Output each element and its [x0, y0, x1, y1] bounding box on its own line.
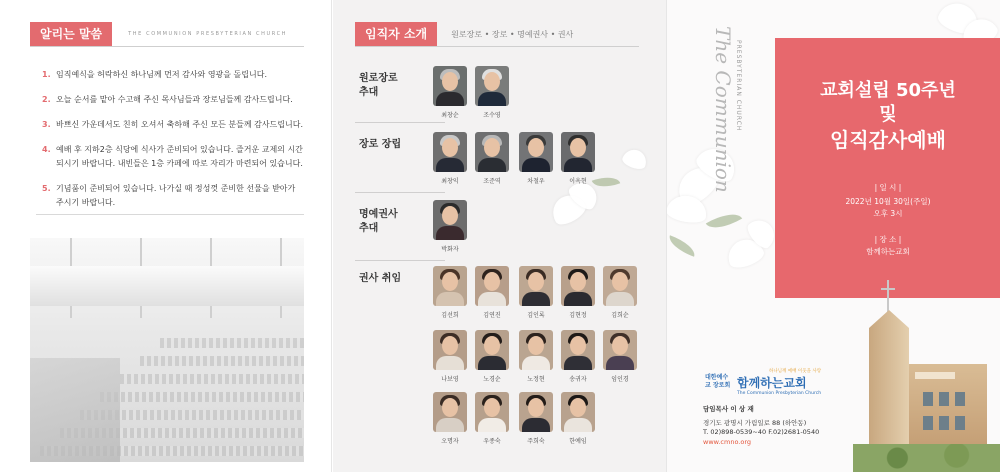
- event-title-box: [775, 38, 1000, 298]
- date-label: | 일 시 |: [874, 183, 902, 192]
- church-building-illustration: [853, 280, 1000, 472]
- church-address: 경기도 광명시 가림일로 88 (하안동): [703, 419, 807, 427]
- church-english-name: THE COMMUNION PRESBYTERIAN CHURCH: [128, 31, 288, 37]
- place-label: | 장 소 |: [874, 235, 902, 244]
- notice-divider: [36, 214, 304, 215]
- place-value: 함께하는교회: [866, 247, 910, 256]
- officer-photo: 송귀자: [561, 330, 595, 383]
- pastor-name: 담임목사 이 상 재: [703, 405, 754, 413]
- notice-header: [30, 22, 287, 46]
- vertical-church-name: The Communion: [711, 26, 735, 193]
- officer-photo: 나보영: [433, 330, 467, 383]
- officer-photo: 이옥현: [561, 132, 595, 185]
- church-logo: [705, 368, 821, 396]
- officers-subtitle: 원로장로 • 장로 • 명예권사 • 권사: [451, 29, 574, 39]
- header-divider: [355, 46, 639, 47]
- officer-photo: 조준역: [475, 132, 509, 185]
- notice-header-tag: 알리는 말씀: [30, 22, 112, 46]
- officer-photo: 김연진: [475, 266, 509, 319]
- officer-photo: 최창순: [433, 66, 467, 119]
- notice-panel: [0, 0, 332, 472]
- church-phone: T. 02)898-0539~40 F.02)2681-0540: [703, 428, 820, 436]
- officers-panel: [333, 0, 666, 472]
- list-item: 4. 예배 후 지하2층 식당에 식사가 준비되어 있습니다. 즐거운 교제의 시간 되시기 바랍니다. 내빈들은 1층 카페에 따로 자리가 마련되어 있습니다.: [42, 145, 303, 168]
- officer-photo: 김희순: [603, 266, 637, 319]
- officer-photo: 박화자: [433, 200, 467, 253]
- logo-church-name: 함께하는교회: [737, 376, 807, 390]
- time-value: 오후 3시: [873, 209, 903, 218]
- officer-photo: 김현정: [561, 266, 595, 319]
- list-item: 5. 기념품이 준비되어 있습니다. 나가실 때 정성껏 준비한 선물을 받아가 주시기 바랍니다.: [42, 184, 296, 207]
- sanctuary-photo: [30, 238, 304, 462]
- section-label: 권사 취임: [359, 273, 402, 284]
- notice-list: [42, 68, 304, 221]
- cover-panel: [666, 0, 1000, 472]
- section-label: 원로장로 추대: [359, 73, 398, 98]
- officer-photo: 우종숙: [475, 392, 509, 445]
- event-title-line3: 임직감사예배: [830, 128, 946, 152]
- church-website[interactable]: www.cmno.org: [703, 438, 752, 446]
- list-item: 1. 임직예식을 허락하신 하나님께 먼저 감사와 영광을 돌립니다.: [42, 70, 267, 79]
- officers-header-tag: 임직자 소개: [355, 22, 437, 46]
- officer-photo: 주희숙: [519, 392, 553, 445]
- header-divider: [30, 46, 304, 47]
- logo-english-name: The Communion Presbyterian Church: [737, 391, 822, 396]
- officer-photo: 노경순: [475, 330, 509, 383]
- officer-photo: 차철우: [519, 132, 553, 185]
- officer-photo: 임인경: [603, 330, 637, 383]
- vertical-church-subtitle: PRESBYTERIAN CHURCH: [735, 40, 742, 132]
- officer-photo: 최창익: [433, 132, 467, 185]
- list-item: 2. 오늘 순서를 맡아 수고해 주신 목사님들과 장로님들께 감사드립니다.: [42, 95, 293, 104]
- logo-mark: 대한예수교 장로회: [705, 374, 731, 389]
- list-item: 3. 바쁘신 가운데서도 친히 오셔서 축하해 주신 모든 분들께 감사드립니다.: [42, 120, 303, 129]
- event-title-line2: 및: [879, 104, 897, 125]
- officer-photo: 김인록: [519, 266, 553, 319]
- officer-photo: 조수영: [475, 66, 509, 119]
- officer-photo: 오명자: [433, 392, 467, 445]
- officer-photo: 노정현: [519, 330, 553, 383]
- officer-photo: 김선희: [433, 266, 467, 319]
- officers-header: [355, 22, 573, 46]
- officer-photo: 한예임: [561, 392, 595, 445]
- logo-tagline: 하나님께 예배 이웃을 사랑: [768, 369, 822, 374]
- section-label: 명예권사 추대: [359, 209, 398, 234]
- date-value: 2022년 10월 30일(주일): [845, 197, 931, 206]
- event-title-line1: 교회설립 50주년: [820, 80, 956, 101]
- section-label: 장로 장립: [359, 139, 402, 150]
